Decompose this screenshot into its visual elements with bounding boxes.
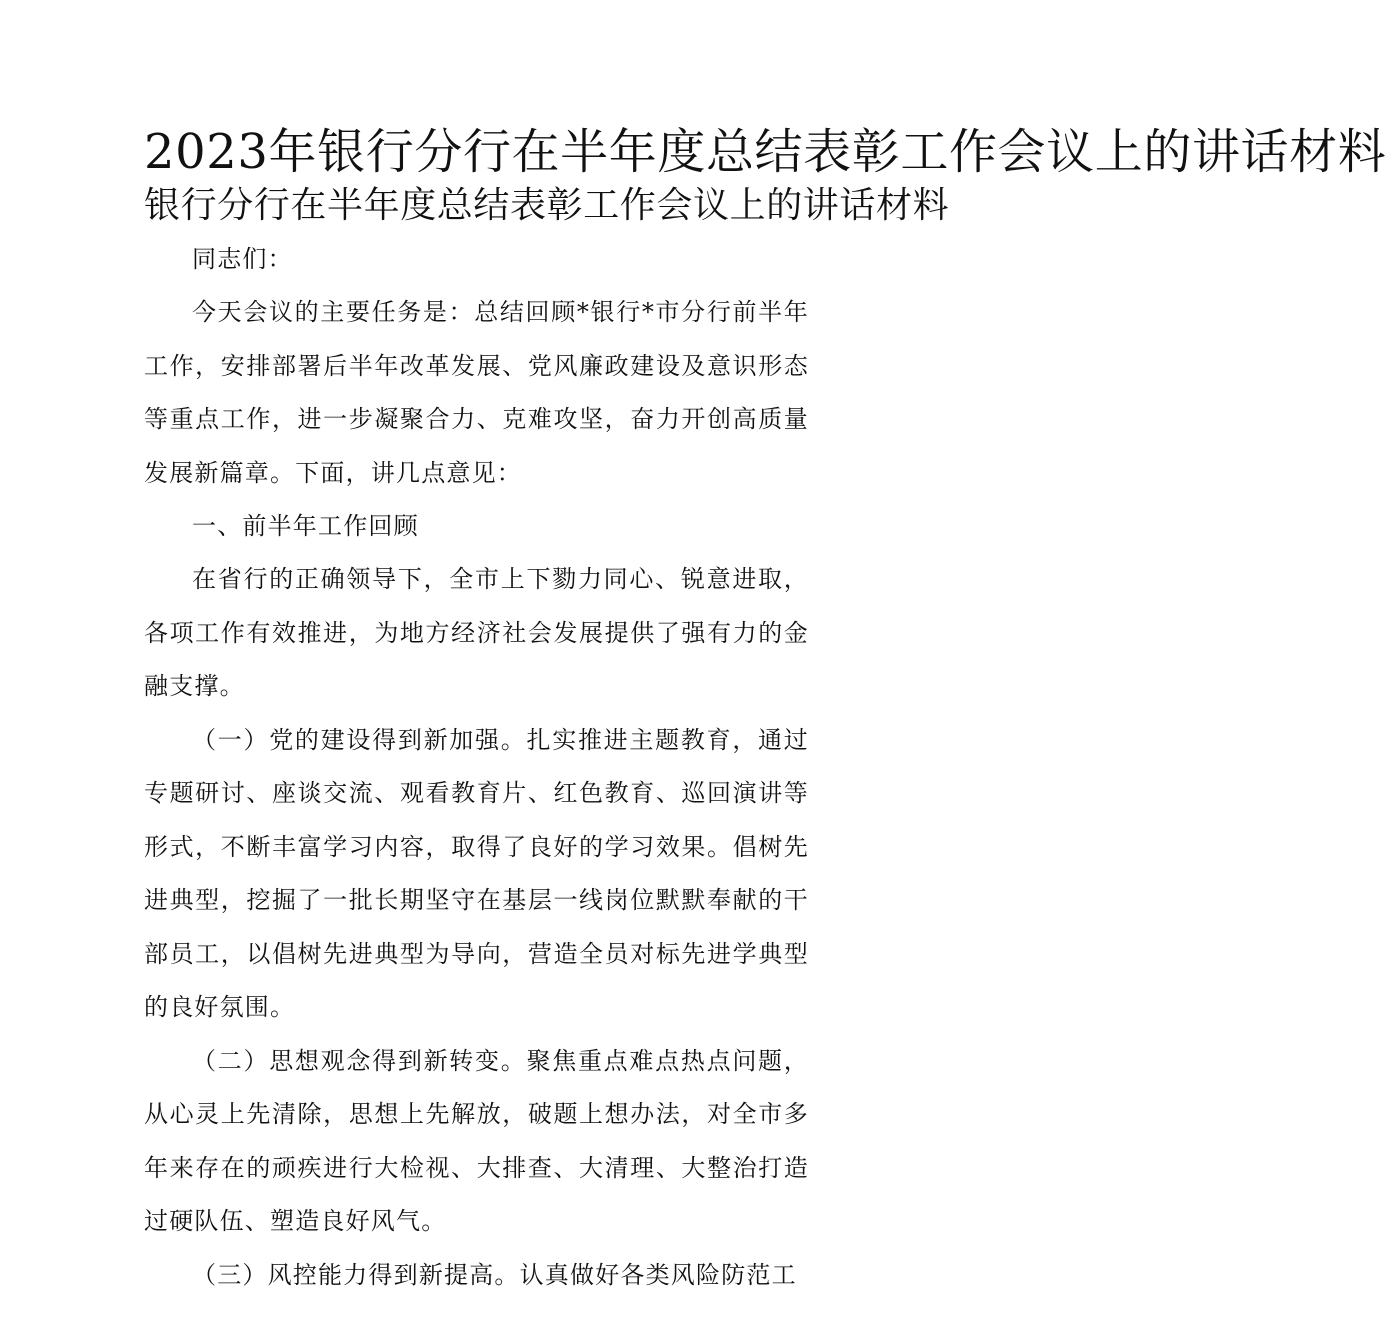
paragraph-mindset: （二）思想观念得到新转变。聚焦重点难点热点问题，从心灵上先清除，思想上先解放，破题上想办法，对全市多年来存在的顽疾进行大检视、大排查、大清理、大整治打造过硬队伍、塑造良好风气。 xyxy=(144,1046,809,1235)
salutation: 同志们： xyxy=(192,245,293,273)
document-body xyxy=(144,124,1386,1302)
paragraph-party-building: （一）党的建设得到新加强。扎实推进主题教育，通过专题研讨、座谈交流、观看教育片、红色教育、巡回演讲等形式，不断丰富学习内容，取得了良好的学习效果。倡树先进典型，挖掘了一批长期坚守在基层一线岗位默默奉献的干部员工，以倡树先进典型为导向，营造全员对标先进学典型的良好氛围。 xyxy=(144,725,809,1021)
section-heading-1: 一、前半年工作回顾 xyxy=(192,512,419,540)
document-title: 2023年银行分行在半年度总结表彰工作会议上的讲话材料 xyxy=(144,124,1386,180)
paragraph-intro: 今天会议的主要任务是：总结回顾*银行*市分行前半年工作，安排部署后半年改革发展、党风廉政建设及意识形态等重点工作，进一步凝聚合力、克难攻坚，奋力开创高质量发展新篇章。下面，讲几点意见： xyxy=(144,298,809,487)
document-subtitle: 银行分行在半年度总结表彰工作会议上的讲话材料 xyxy=(144,185,950,226)
paragraph-risk-control: （三）风控能力得到新提高。认真做好各类风险防范工 xyxy=(192,1260,797,1289)
paragraph-overview: 在省行的正确领导下，全市上下勠力同心、锐意进取，各项工作有效推进，为地方经济社会发展提供了强有力的金融支撑。 xyxy=(144,565,809,700)
